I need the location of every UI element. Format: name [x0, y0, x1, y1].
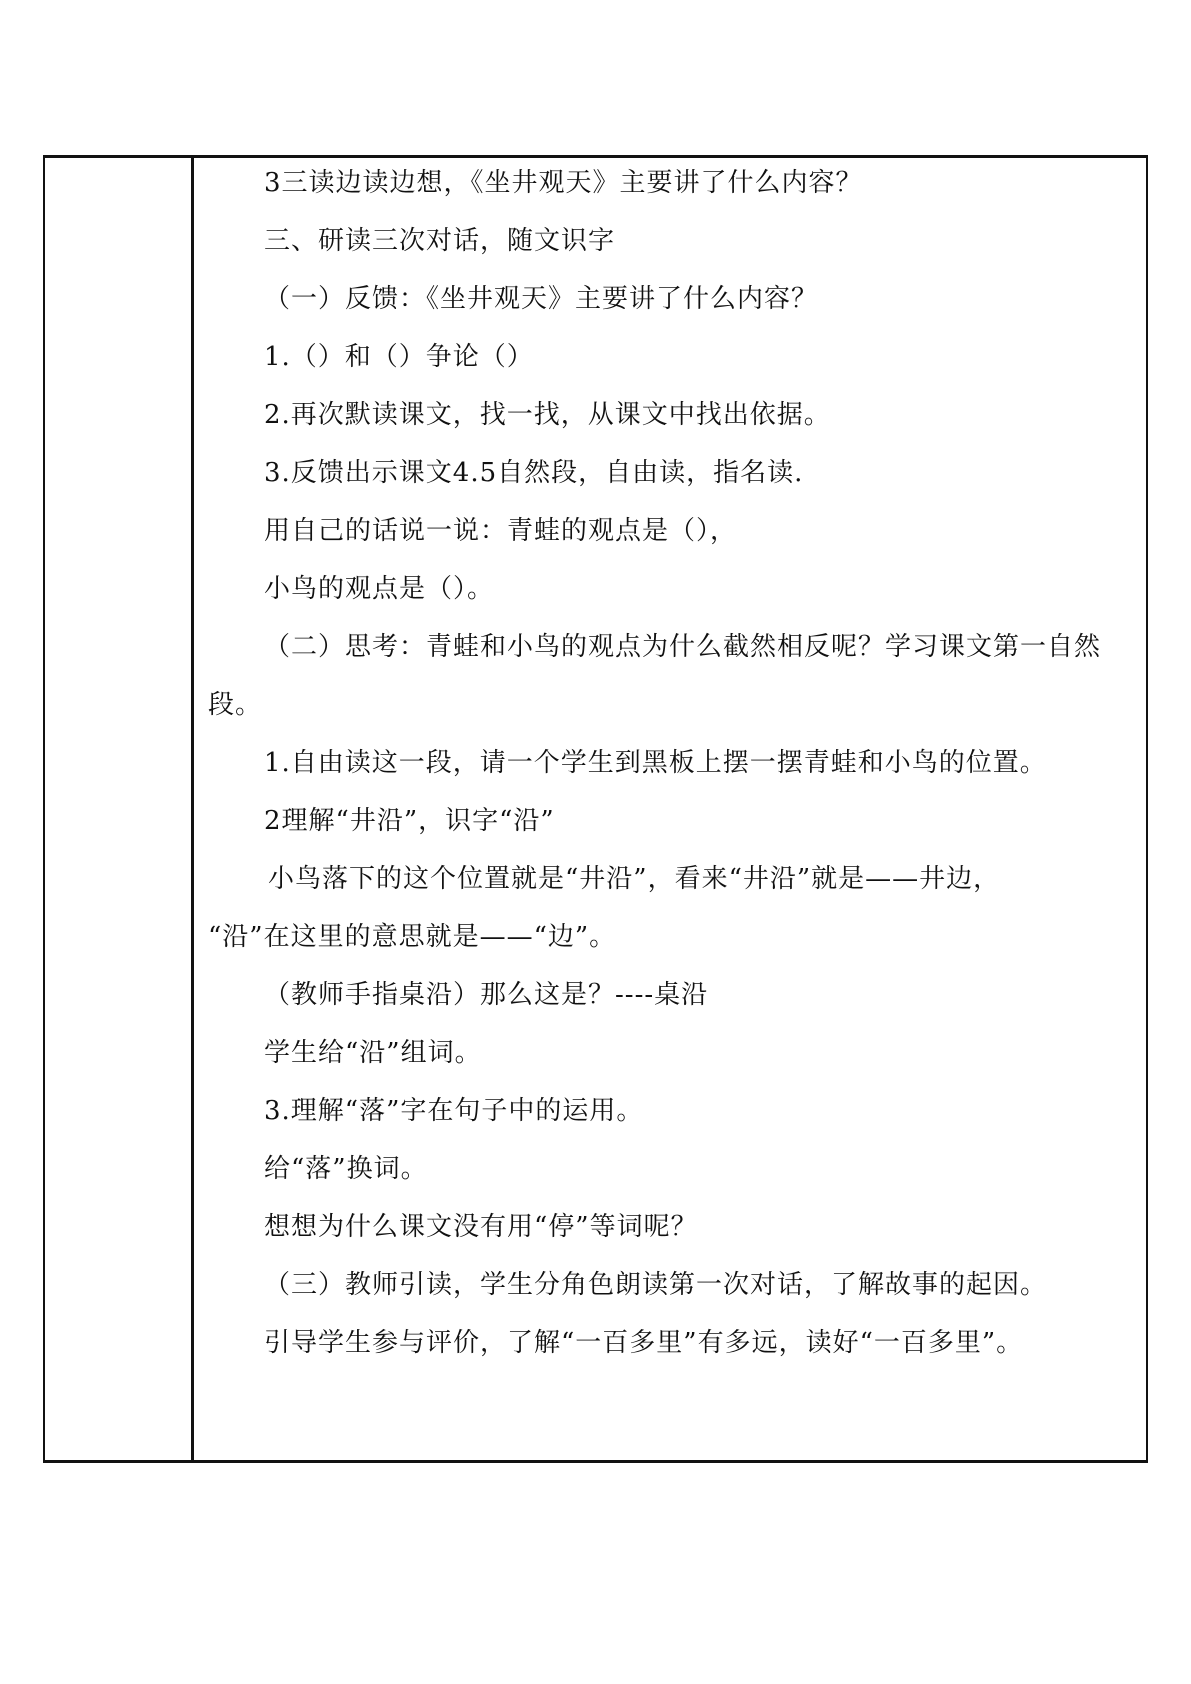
- content-line: 1.（）和（）争论（）: [264, 342, 534, 372]
- content-line: 小鸟落下的这个位置就是“井沿”，看来“井沿”就是——井边，: [268, 864, 1001, 894]
- content-line: 小鸟的观点是（）。: [264, 574, 495, 604]
- content-line: 3.理解“落”字在句子中的运用。: [264, 1096, 644, 1126]
- content-line: 引导学生参与评价，了解“一百多里”有多远，读好“一百多里”。: [264, 1328, 1024, 1358]
- content-line: 3三读边读边想，《坐井观天》主要讲了什么内容？: [264, 168, 863, 198]
- content-line: 想想为什么课文没有用“停”等词呢？: [264, 1212, 698, 1242]
- lesson-plan-table: [43, 155, 1148, 1463]
- content-line: 段。: [208, 690, 263, 720]
- content-line: （教师手指桌沿）那么这是？----桌沿: [264, 980, 709, 1010]
- lesson-content-cell: [194, 158, 1146, 1460]
- content-line: 用自己的话说一说：青蛙的观点是（），: [264, 516, 738, 546]
- content-line: “沿”在这里的意思就是——“边”。: [208, 922, 617, 952]
- content-line: 1.自由读这一段，请一个学生到黑板上摆一摆青蛙和小鸟的位置。: [264, 748, 1047, 778]
- content-line: 学生给“沿”组词。: [264, 1038, 482, 1068]
- content-line: （一）反馈：《坐井观天》主要讲了什么内容？: [264, 284, 819, 314]
- content-line: （三）教师引读，学生分角色朗读第一次对话，了解故事的起因。: [264, 1270, 1048, 1300]
- content-line: 3.反馈出示课文4.5自然段，自由读，指名读.: [264, 458, 804, 488]
- section-heading: 三、研读三次对话，随文识字: [264, 226, 616, 256]
- content-line: 2理解“井沿”，识字“沿”: [264, 806, 555, 836]
- content-line: （二）思考：青蛙和小鸟的观点为什么截然相反呢？学习课文第一自然: [264, 632, 1102, 662]
- content-line: 给“落”换词。: [264, 1154, 428, 1184]
- content-line: 2.再次默读课文，找一找，从课文中找出依据。: [264, 400, 831, 430]
- left-label-cell: [45, 158, 194, 1460]
